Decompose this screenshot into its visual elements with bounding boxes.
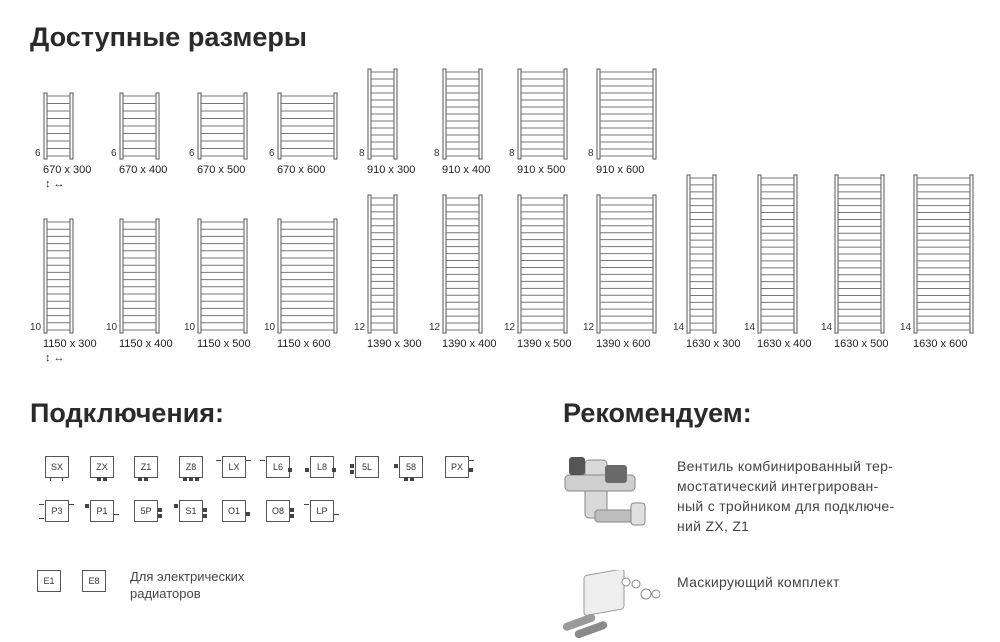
connection-zx [83,452,121,484]
radiator-size: 1150 x 400 [119,338,173,350]
radiator-sections: 12 [504,322,516,333]
radiator-13 [354,194,437,372]
radiator-size: 910 x 400 [442,164,491,176]
rail-left [278,93,281,159]
radiator-1 [35,92,113,198]
pipe-line [50,477,51,481]
rail-right [479,195,482,333]
radiator-sections: 8 [434,148,440,159]
rail-left [368,69,371,159]
pipe-line [334,514,339,515]
connection-code: PX [445,456,469,478]
dimension-arrows: ↕ ↔ [45,178,65,190]
port-marker [290,508,294,512]
radiator-drawing [757,174,799,334]
pipe-line [39,518,44,519]
radiator-size: 910 x 600 [596,164,645,176]
port-marker [144,477,148,481]
radiator-5 [359,68,437,198]
radiator-drawing [277,218,339,334]
connection-58 [392,452,430,484]
recommend-title: Рекомендуем: [563,398,752,428]
radiator-drawing [442,68,484,160]
port-marker [97,477,101,481]
radiator-12 [264,218,377,372]
recommend-item-2-text: Маскирующий комплект [677,574,840,590]
rail-right [394,69,397,159]
radiator-drawing [197,218,249,334]
connection-code: O8 [266,500,290,522]
cover-kit-illustration [560,570,660,640]
radiator-drawing [277,92,339,160]
connection-code: O1 [222,500,246,522]
radiator-size: 1630 x 500 [834,338,889,350]
rail-right [244,219,247,333]
connection-sx [38,452,76,484]
radiator-sections: 12 [583,322,595,333]
port-marker [404,477,408,481]
radiator-sections: 10 [106,322,118,333]
connection-o1 [215,496,253,528]
rail-left [368,195,371,333]
connection-code: P1 [90,500,114,522]
radiator-sections: 8 [359,148,365,159]
rail-left [44,93,47,159]
rail-left [443,195,446,333]
connection-code: P3 [45,500,69,522]
rail-right [244,93,247,159]
electric-note [130,568,244,602]
radiator-drawing [913,174,975,334]
connection-code: L6 [266,456,290,478]
radiator-sections: 14 [673,322,685,333]
port-marker [174,504,178,508]
radiator-sections: 12 [429,322,441,333]
radiator-16 [583,194,696,372]
recommend-item-1-line-1: Вентиль комбинированный тер- [677,458,894,474]
connection-code: 5P [134,500,158,522]
connection-px [438,452,476,484]
port-marker [195,477,199,481]
rail-left [758,175,761,333]
radiator-drawing [119,92,161,160]
connection-code: 5L [355,456,379,478]
pipe-line [62,477,63,481]
rail-right [394,195,397,333]
recommend-item-1-line-3: ный с тройником для подключе- [677,498,895,514]
rail-right [653,195,656,333]
pipe-line [469,460,474,461]
rail-right [881,175,884,333]
radiator-sections: 12 [354,322,366,333]
pipe-line [39,504,44,505]
rail-right [564,69,567,159]
valve-illustration [555,455,655,535]
connection-code: LX [222,456,246,478]
radiator-size: 910 x 500 [517,164,566,176]
recommend-item-1-line-2: мостатический интегрирован- [677,478,879,494]
connection-code: L8 [310,456,334,478]
port-marker [350,470,354,474]
port-marker [85,504,89,508]
pipe-line [216,460,221,461]
pipe-line [114,514,119,515]
connection-e8: E8 [82,570,106,592]
pipe-line [304,504,309,505]
radiator-2 [111,92,199,198]
rail-left [198,219,201,333]
connection-code: LP [310,500,334,522]
radiator-drawing [596,68,658,160]
rail-right [479,69,482,159]
radiator-8 [588,68,696,198]
dimension-arrows: ↕ ↔ [45,352,65,364]
radiator-drawing [43,92,75,160]
port-marker [305,468,309,472]
rail-right [970,175,973,333]
port-marker [103,477,107,481]
radiator-size: 1150 x 600 [277,338,331,350]
rail-left [120,219,123,333]
radiator-drawing [367,68,399,160]
radiator-19 [821,174,924,372]
port-marker [350,464,354,468]
radiator-9 [30,218,113,372]
radiator-sections: 6 [111,148,117,159]
radiator-sections: 8 [509,148,515,159]
sizes-title: Доступные размеры [30,22,307,52]
rail-right [70,93,73,159]
radiator-20 [900,174,1000,372]
rail-left [278,219,281,333]
rail-right [156,219,159,333]
port-marker [246,512,250,516]
radiator-7 [509,68,607,198]
connection-e1: E1 [37,570,61,592]
radiator-size: 1630 x 400 [757,338,812,350]
radiator-sections: 6 [189,148,195,159]
port-marker [183,477,187,481]
rail-left [835,175,838,333]
connection-s1 [172,496,210,528]
rail-left [687,175,690,333]
pipe-line [69,504,74,505]
radiator-size: 1630 x 300 [686,338,741,350]
connection-code: 58 [399,456,423,478]
pipe-line [260,460,265,461]
connection-code: SX [45,456,69,478]
port-marker [410,477,414,481]
radiator-14 [429,194,522,372]
rail-left [518,69,521,159]
electric-note-line-1: Для электрических [130,569,245,584]
rail-right [156,93,159,159]
radiator-sections: 8 [588,148,594,159]
rail-right [334,93,337,159]
connection-z1 [127,452,165,484]
radiator-size: 1390 x 400 [442,338,497,350]
rail-right [713,175,716,333]
port-marker [158,514,162,518]
radiator-size: 670 x 400 [119,164,168,176]
connection-z8 [172,452,210,484]
connection-p1 [83,496,121,528]
radiator-15 [504,194,607,372]
radiator-size: 670 x 500 [197,164,246,176]
radiator-drawing [517,68,569,160]
radiator-drawing [834,174,886,334]
connection-code: Z8 [179,456,203,478]
radiator-sections: 6 [35,148,41,159]
port-marker [332,468,336,472]
recommend-item-1-line-4: ний ZX, Z1 [677,518,750,534]
radiator-10 [106,218,199,372]
radiator-size: 1390 x 600 [596,338,651,350]
rail-left [44,219,47,333]
radiator-drawing [43,218,75,334]
connection-5p [127,496,165,528]
radiator-size: 670 x 300 [43,164,92,176]
port-marker [469,468,473,472]
port-marker [394,464,398,468]
radiator-size: 670 x 600 [277,164,326,176]
connections-title: Подключения: [30,398,225,428]
connection-l8 [303,452,341,484]
radiator-sections: 14 [744,322,756,333]
connection-o8 [259,496,297,528]
pipe-line [246,460,251,461]
rail-left [518,195,521,333]
connection-5l [348,452,386,484]
rail-right [653,69,656,159]
port-marker [203,508,207,512]
radiator-drawing [442,194,484,334]
radiator-size: 1630 x 600 [913,338,968,350]
radiator-drawing [119,218,161,334]
connection-lx [215,452,253,484]
radiator-sections: 14 [821,322,833,333]
radiator-sections: 10 [184,322,196,333]
recommend-item-1-text [677,456,894,536]
radiator-drawing [686,174,718,334]
radiator-sections: 14 [900,322,912,333]
radiator-size: 1390 x 300 [367,338,422,350]
radiator-size: 1150 x 300 [43,338,97,350]
port-marker [189,477,193,481]
rail-left [443,69,446,159]
port-marker [158,508,162,512]
connection-code: ZX [90,456,114,478]
radiator-size: 910 x 300 [367,164,416,176]
radiator-drawing [517,194,569,334]
connection-code: Z1 [134,456,158,478]
port-marker [290,514,294,518]
electric-note-line-2: радиаторов [130,586,201,601]
rail-left [597,69,600,159]
radiator-drawing [367,194,399,334]
rail-left [198,93,201,159]
radiator-sections: 6 [269,148,275,159]
port-marker [288,468,292,472]
rail-right [334,219,337,333]
radiator-sections: 10 [264,322,276,333]
rail-right [70,219,73,333]
connection-code: S1 [179,500,203,522]
radiator-drawing [197,92,249,160]
rail-left [120,93,123,159]
radiator-drawing [596,194,658,334]
radiator-17 [673,174,756,372]
radiator-sections: 10 [30,322,42,333]
rail-left [914,175,917,333]
radiator-4 [269,92,377,198]
rail-right [794,175,797,333]
radiator-11 [184,218,287,372]
connection-lp [303,496,341,528]
radiator-6 [434,68,522,198]
connection-l6 [259,452,297,484]
radiator-18 [744,174,837,372]
port-marker [138,477,142,481]
rail-left [597,195,600,333]
connection-p3 [38,496,76,528]
radiator-size: 1390 x 500 [517,338,572,350]
radiator-3 [189,92,287,198]
port-marker [203,514,207,518]
radiator-size: 1150 x 500 [197,338,251,350]
rail-right [564,195,567,333]
